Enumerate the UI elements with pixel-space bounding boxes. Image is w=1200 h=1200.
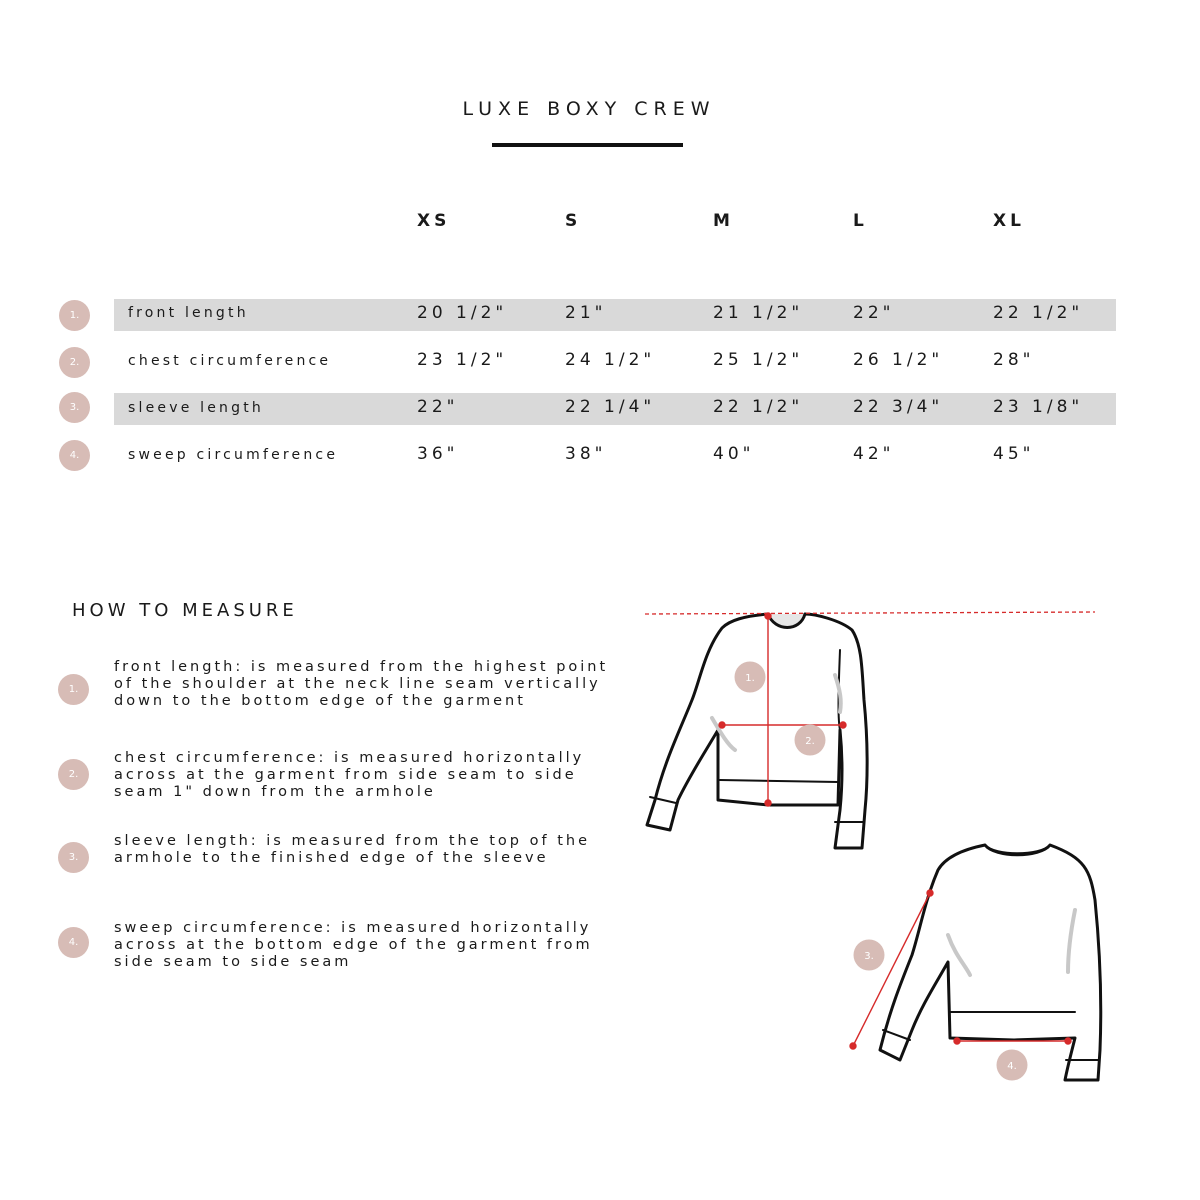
instruction-chest-circumference: chest circumference: is measured horizontally across at the garment from side seam to side seam 1" down from the armhole <box>114 750 585 800</box>
cell-chest-xs: 23 1/2" <box>417 350 508 370</box>
cell-sweep-xs: 36" <box>417 444 459 464</box>
size-header-m: M <box>713 211 734 231</box>
cell-front-length-s: 21" <box>565 303 607 323</box>
cell-sleeve-xl: 23 1/8" <box>993 397 1084 417</box>
chart-title: LUXE BOXY CREW <box>462 98 716 120</box>
cell-front-length-xl: 22 1/2" <box>993 303 1084 323</box>
diagram-badge-label: 3. <box>864 951 874 962</box>
garment-measurement-diagram <box>630 590 1150 1110</box>
diagram-badge-label: 1. <box>745 673 755 684</box>
row-label-chest-circumference: chest circumference <box>128 353 332 369</box>
size-header-xs: XS <box>417 211 451 231</box>
instruction-number-badge: 3. <box>58 842 89 873</box>
cell-front-length-xs: 20 1/2" <box>417 303 508 323</box>
how-to-measure-heading: HOW TO MEASURE <box>72 600 298 621</box>
cell-sweep-s: 38" <box>565 444 607 464</box>
diagram-badge-chest <box>795 725 826 756</box>
diagram-badge-label: 2. <box>805 736 815 747</box>
cell-sweep-xl: 45" <box>993 444 1035 464</box>
instruction-number-badge: 4. <box>58 927 89 958</box>
cell-chest-s: 24 1/2" <box>565 350 656 370</box>
row-label-sweep-circumference: sweep circumference <box>128 447 339 463</box>
instruction-sweep-circumference: sweep circumference: is measured horizontally across at the bottom edge of the garment from side seam to side seam <box>114 920 593 970</box>
instruction-sleeve-length: sleeve length: is measured from the top of the armhole to the finished edge of the sleeve <box>114 833 591 866</box>
cell-sleeve-m: 22 1/2" <box>713 397 804 417</box>
cell-chest-m: 25 1/2" <box>713 350 804 370</box>
instruction-number-badge: 2. <box>58 759 89 790</box>
row-label-front-length: front length <box>128 305 249 321</box>
diagram-badge-sweep <box>997 1050 1028 1081</box>
instruction-front-length: front length: is measured from the highest point of the shoulder at the neck line seam vertically down to the bottom edge of the garment <box>114 659 609 709</box>
cell-sleeve-s: 22 1/4" <box>565 397 656 417</box>
cell-sleeve-l: 22 3/4" <box>853 397 944 417</box>
instruction-number-badge: 1. <box>58 674 89 705</box>
diagram-badge-label: 4. <box>1007 1061 1017 1072</box>
row-number-badge: 4. <box>59 440 90 471</box>
cell-sweep-m: 40" <box>713 444 755 464</box>
cell-chest-xl: 28" <box>993 350 1035 370</box>
diagram-badge-front-length <box>735 662 766 693</box>
cell-front-length-m: 21 1/2" <box>713 303 804 323</box>
sweater-front-illustration <box>647 614 867 848</box>
row-number-badge: 2. <box>59 347 90 378</box>
size-header-s: S <box>565 211 582 231</box>
diagram-badge-sleeve <box>854 940 885 971</box>
title-underline <box>492 143 683 147</box>
row-band-front-length <box>114 299 1116 331</box>
row-number-badge: 1. <box>59 300 90 331</box>
row-label-sleeve-length: sleeve length <box>128 400 264 416</box>
size-header-l: L <box>853 211 868 231</box>
cell-sweep-l: 42" <box>853 444 895 464</box>
row-number-badge: 3. <box>59 392 90 423</box>
top-reference-line <box>645 612 1095 614</box>
cell-sleeve-xs: 22" <box>417 397 459 417</box>
size-header-xl: XL <box>993 211 1025 231</box>
cell-chest-l: 26 1/2" <box>853 350 944 370</box>
cell-front-length-l: 22" <box>853 303 895 323</box>
